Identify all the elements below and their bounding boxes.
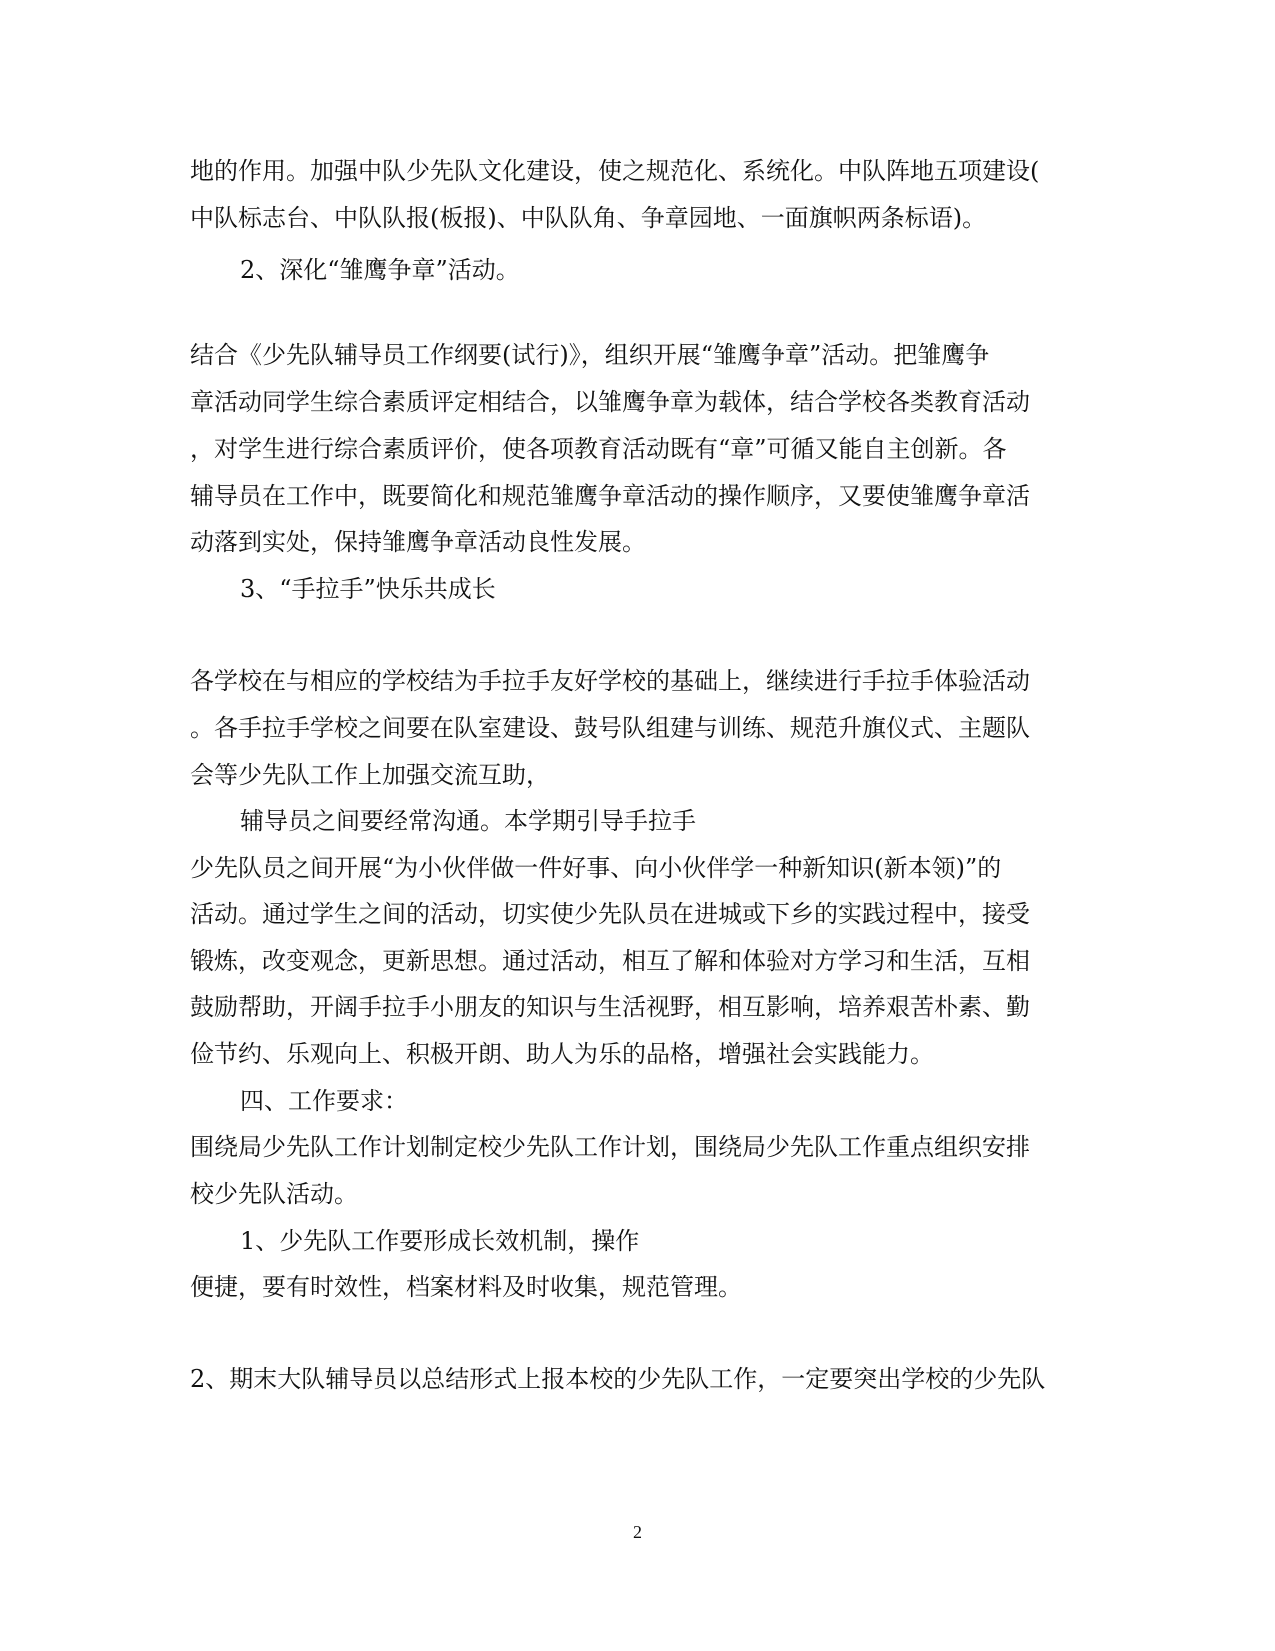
text-line: 校少先队活动。 — [190, 1180, 358, 1208]
text-line: 中队标志台、中队队报(板报)、中队队角、争章园地、一面旗帜两条标语)。 — [190, 204, 987, 232]
text-line: 围绕局少先队工作计划制定校少先队工作计划，围绕局少先队工作重点组织安排 — [190, 1133, 1030, 1161]
section-heading: 3、“手拉手”快乐共成长 — [240, 575, 496, 603]
text-line: ，对学生进行综合素质评价，使各项教育活动既有“章”可循又能自主创新。各 — [190, 435, 1007, 463]
text-line: 2、期末大队辅导员以总结形式上报本校的少先队工作，一定要突出学校的少先队 — [190, 1365, 1046, 1393]
text-line: 1、少先队工作要形成长效机制，操作 — [240, 1227, 640, 1255]
text-line: 辅导员之间要经常沟通。本学期引导手拉手 — [240, 807, 696, 835]
text-line: 少先队员之间开展“为小伙伴做一件好事、向小伙伴学一种新知识(新本领)”的 — [190, 854, 1002, 882]
text-line: 地的作用。加强中队少先队文化建设，使之规范化、系统化。中队阵地五项建设( — [190, 157, 1040, 185]
text-line: 活动。通过学生之间的活动，切实使少先队员在进城或下乡的实践过程中，接受 — [190, 900, 1030, 928]
text-line: 会等少先队工作上加强交流互助， — [190, 761, 550, 789]
text-line: 动落到实处，保持雏鹰争章活动良性发展。 — [190, 528, 646, 556]
text-line: 便捷，要有时效性，档案材料及时收集，规范管理。 — [190, 1273, 742, 1301]
text-line: 鼓励帮助，开阔手拉手小朋友的知识与生活视野，相互影响，培养艰苦朴素、勤 — [190, 993, 1030, 1021]
section-heading: 四、工作要求： — [240, 1087, 408, 1115]
text-line: 俭节约、乐观向上、积极开朗、助人为乐的品格，增强社会实践能力。 — [190, 1040, 934, 1068]
text-line: 各学校在与相应的学校结为手拉手友好学校的基础上，继续进行手拉手体验活动 — [190, 667, 1030, 695]
text-line: 。各手拉手学校之间要在队室建设、鼓号队组建与训练、规范升旗仪式、主题队 — [190, 714, 1030, 742]
text-line: 结合《少先队辅导员工作纲要(试行)》，组织开展“雏鹰争章”活动。把雏鹰争 — [190, 341, 990, 369]
text-line: 锻炼，改变观念，更新思想。通过活动，相互了解和体验对方学习和生活，互相 — [190, 947, 1030, 975]
text-line: 辅导员在工作中，既要简化和规范雏鹰争章活动的操作顺序，又要使雏鹰争章活 — [190, 482, 1030, 510]
page-number: 2 — [633, 1522, 642, 1542]
text-line: 章活动同学生综合素质评定相结合，以雏鹰争章为载体，结合学校各类教育活动 — [190, 388, 1030, 416]
section-heading: 2、深化“雏鹰争章”活动。 — [240, 256, 520, 284]
